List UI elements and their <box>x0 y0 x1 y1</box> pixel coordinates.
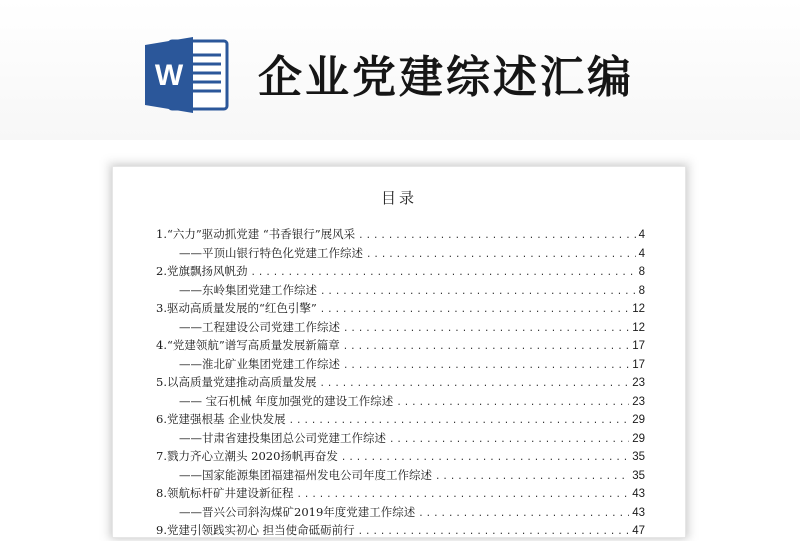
toc-entry[interactable] <box>156 411 645 430</box>
toc-entry[interactable] <box>156 485 645 504</box>
toc-page-number: 43 <box>632 488 645 500</box>
toc-entry-title: 2.党旗飘扬风帆劲 <box>156 264 248 278</box>
toc-leader-dots <box>435 472 629 482</box>
toc-page-number: 17 <box>632 358 645 371</box>
toc-page-number: 35 <box>632 451 645 463</box>
toc-entry-title: ——晋兴公司斜沟煤矿2019年度党建工作综述 <box>179 504 416 519</box>
header-banner <box>0 0 800 140</box>
toc-subentry[interactable] <box>156 467 645 486</box>
toc-page-number: 12 <box>632 321 645 334</box>
toc-entry-title: ——甘肃省建投集团总公司党建工作综述 <box>179 430 386 445</box>
toc-leader-dots <box>358 231 635 241</box>
toc-entry-title: ——东岭集团党建工作综述 <box>179 282 317 297</box>
word-icon-letter: W <box>154 59 184 92</box>
toc-entry[interactable] <box>156 300 645 319</box>
toc-page-number: 23 <box>632 377 645 389</box>
toc-subentry[interactable] <box>156 282 645 301</box>
toc-leader-dots <box>296 490 629 500</box>
toc-subentry[interactable] <box>156 245 645 264</box>
toc-entry-title: 4.“党建领航”谱写高质量发展新篇章 <box>156 338 340 352</box>
toc-subentry[interactable] <box>156 319 645 338</box>
toc-subentry[interactable] <box>156 430 645 449</box>
toc-leader-dots <box>320 287 636 297</box>
toc-leader-dots <box>341 453 629 463</box>
toc-entry-title: 5.以高质量党建推动高质量发展 <box>156 375 317 389</box>
toc-subentry[interactable] <box>156 356 645 375</box>
toc-page-number: 8 <box>638 284 645 297</box>
toc-subentry[interactable] <box>156 393 645 412</box>
word-icon <box>143 35 229 115</box>
toc-leader-dots <box>389 435 629 445</box>
toc-entry-title: 8.领航标杆矿井建设新征程 <box>156 486 294 500</box>
toc-entry-title: ——国家能源集团福建福州发电公司年度工作综述 <box>179 467 432 482</box>
toc-leader-dots <box>250 268 635 278</box>
toc-entry[interactable] <box>156 522 645 541</box>
toc-leader-dots <box>358 527 630 537</box>
toc-leader-dots <box>418 509 629 519</box>
toc-page-number: 29 <box>632 414 645 426</box>
toc-entry-title: 3.驱动高质量发展的“红色引擎” <box>156 301 317 315</box>
toc-leader-dots <box>289 416 630 426</box>
toc-leader-dots <box>343 361 629 371</box>
toc-list <box>156 226 645 541</box>
toc-leader-dots <box>343 324 629 334</box>
toc-heading: 目录 <box>380 189 417 207</box>
toc-page-number: 4 <box>638 229 645 241</box>
toc-entry-title: ——平顶山银行特色化党建工作综述 <box>179 245 363 260</box>
page-title: 企业党建综述汇编 <box>258 52 634 103</box>
toc-entry[interactable] <box>156 374 645 393</box>
toc-page-number: 4 <box>638 247 645 260</box>
toc-entry[interactable] <box>156 226 645 245</box>
toc-subentry[interactable] <box>156 504 645 523</box>
toc-entry[interactable] <box>156 448 645 467</box>
document-page <box>112 166 686 538</box>
toc-page-number: 23 <box>632 395 645 408</box>
toc-entry-title: —— 宝石机械 年度加强党的建设工作综述 <box>179 393 394 408</box>
toc-entry[interactable] <box>156 263 645 282</box>
toc-entry-title: ——工程建设公司党建工作综述 <box>179 319 340 334</box>
toc-entry-title: 9.党建引领践实初心 担当使命砥砺前行 <box>156 523 355 537</box>
toc-page-number: 8 <box>638 266 645 278</box>
toc-leader-dots <box>366 250 636 260</box>
toc-leader-dots <box>320 305 629 315</box>
toc-page-number: 29 <box>632 432 645 445</box>
toc-entry-title: 1.“六力”驱动抓党建 “书香银行”展风采 <box>156 227 356 241</box>
toc-page-number: 43 <box>632 506 645 519</box>
toc-entry-title: 7.戮力齐心立潮头 2020扬帆再奋发 <box>156 449 338 463</box>
toc-page-number: 17 <box>632 340 645 352</box>
toc-leader-dots <box>343 342 629 352</box>
toc-entry[interactable] <box>156 337 645 356</box>
toc-leader-dots <box>396 398 629 408</box>
toc-page-number: 47 <box>632 525 645 537</box>
toc-entry-title: 6.党建强根基 企业快发展 <box>156 412 286 426</box>
toc-entry-title: ——淮北矿业集团党建工作综述 <box>179 356 340 371</box>
toc-page-number: 35 <box>632 469 645 482</box>
toc-leader-dots <box>319 379 629 389</box>
toc-page-number: 12 <box>632 303 645 315</box>
